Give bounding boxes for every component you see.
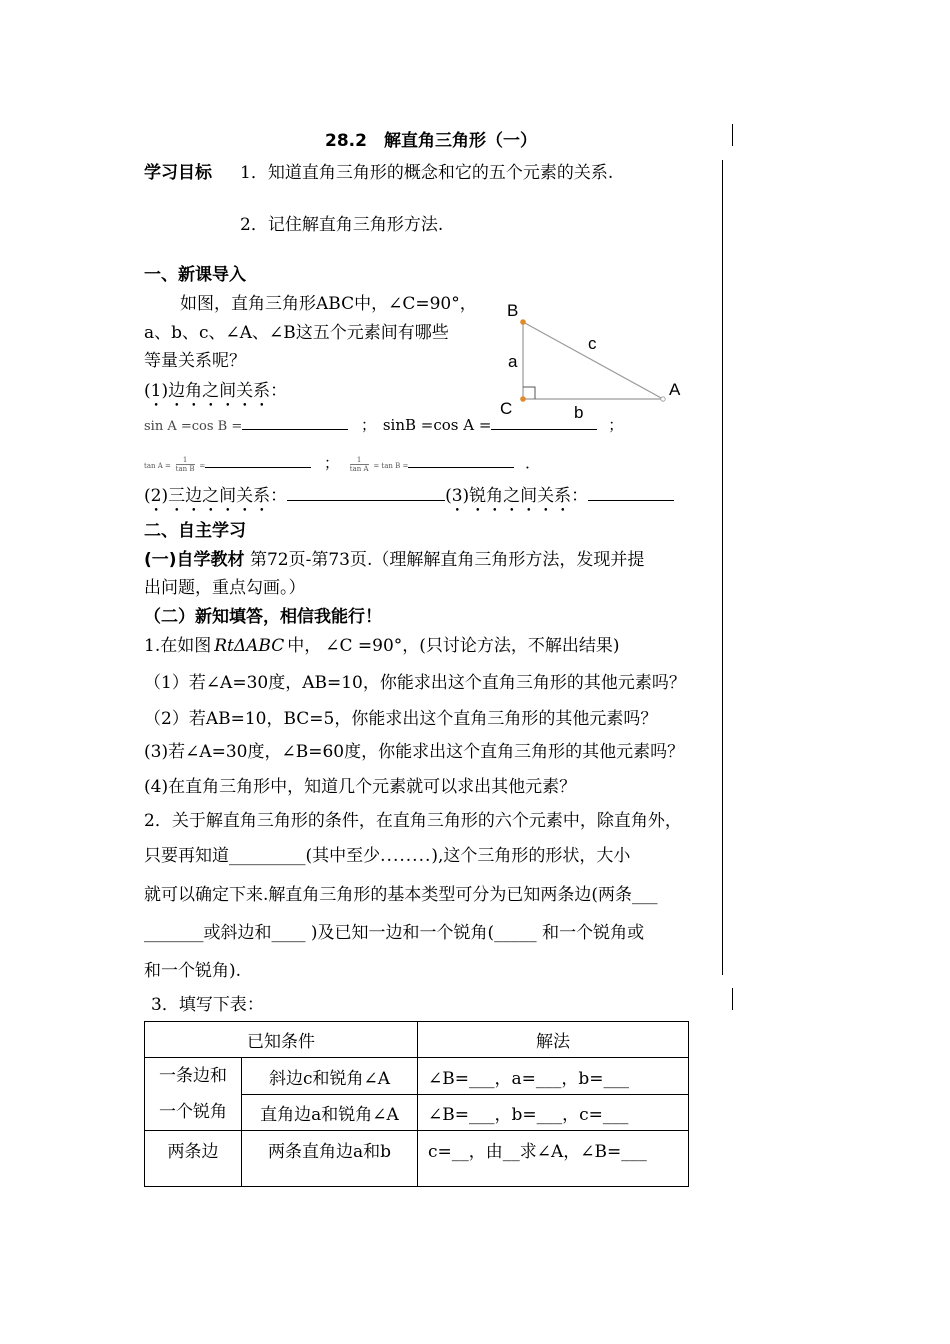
blank-tanB[interactable] — [408, 453, 514, 468]
semicolon-3: ； — [323, 454, 339, 472]
section1-heading: 一、新课导入 — [144, 265, 246, 285]
formula-sinA: sin A =cos B = — [144, 419, 243, 434]
formula-row-1 — [144, 414, 623, 435]
goals-label: 学习目标 — [144, 163, 212, 183]
point-C — [520, 396, 526, 402]
fraction-2-num: 1 — [350, 456, 369, 465]
blank-three-sides[interactable] — [287, 486, 445, 501]
blank-sinA[interactable] — [242, 415, 348, 430]
triangle-diagram — [490, 295, 695, 425]
question-1-4: (4)在直角三角形中，知道几个元素就可以求出其他元素？ — [144, 777, 577, 797]
margin-line-main — [722, 160, 723, 975]
row1-condition: 斜边c和锐角∠A — [242, 1058, 418, 1095]
point-A — [661, 397, 665, 401]
relation-row — [144, 481, 674, 516]
fraction-2-den: tan A — [349, 464, 369, 473]
relation-2-label: (2)三边之间关系： — [144, 486, 288, 506]
blank-acute-angles[interactable] — [588, 486, 674, 501]
label-a: a — [508, 352, 518, 371]
intro-line-3: 等量关系呢？ — [144, 351, 246, 371]
formula-tanB-right: = tan B = — [373, 462, 409, 470]
header-conditions: 已知条件 — [145, 1022, 418, 1058]
question-2-line-3: 就可以确定下来.解直角三角形的基本类型可分为已知两条边(两条___ — [144, 885, 658, 905]
label-A: A — [669, 380, 681, 399]
q1-suffix: ，(只讨论方法，不解出结果) — [402, 636, 620, 656]
self-study-label: (一)自学教材 — [144, 550, 245, 570]
self-study-line — [144, 545, 644, 570]
question-1-2: （2）若AB=10，BC=5，你能求出这个直角三角形的其他元素吗？ — [144, 709, 658, 729]
question-2-line-1: 2．关于解直角三角形的条件，在直角三角形的六个元素中，除直角外， — [144, 811, 682, 831]
label-b: b — [574, 403, 584, 422]
semicolon-2: ； — [608, 416, 624, 434]
row2-condition: 直角边a和锐角∠A — [242, 1095, 418, 1131]
question-2-line-5: 和一个锐角). — [144, 961, 242, 981]
group1-line2: 一个锐角 — [159, 1102, 227, 1122]
relation-3-label: (3)锐角之间关系： — [445, 486, 589, 506]
q2-line2-a: 只要再知道_________(其中至少 — [144, 846, 381, 866]
formula-tanA-left: tan A = — [144, 462, 171, 470]
question-2-line-4: _______或斜边和____ )及已知一边和一个锐角(_____ 和一个锐角或 — [144, 923, 645, 943]
intro-line-1: 如图，直角三角形ABC中，∠C=90°， — [180, 294, 477, 314]
group-two-sides: 两条边 — [145, 1131, 242, 1187]
q1-rt: RtΔABC — [214, 636, 285, 656]
goal-item-2: 2．记住解直角三角形方法. — [240, 215, 444, 235]
page-title: 28.2 解直角三角形（一） — [325, 131, 537, 151]
blank-tanA[interactable] — [205, 453, 311, 468]
group1-line1: 一条边和 — [159, 1066, 227, 1086]
formula-row-2 — [144, 452, 540, 473]
self-study-line-2: 出问题，重点勾画。） — [144, 578, 306, 598]
fraction-1-den: tan B — [175, 464, 195, 473]
semicolon-1: ； — [361, 416, 377, 434]
group-side-angle — [145, 1058, 242, 1131]
formula-tanA-right: = — [199, 462, 206, 470]
label-c: c — [588, 334, 597, 353]
label-C: C — [500, 399, 513, 418]
label-B: B — [507, 301, 519, 320]
row2-solution: ∠B=___，b=___，c=___ — [418, 1095, 689, 1131]
intro-line-2: a、b、c、∠A、∠B这五个元素间有哪些 — [144, 323, 449, 343]
formula-sinB: sinB =cos A = — [382, 416, 492, 434]
point-B — [520, 319, 526, 325]
q2-dots: ........ — [380, 846, 432, 866]
question-1-3: (3)若∠A=30度，∠B=60度，你能求出这个直角三角形的其他元素吗？ — [144, 742, 685, 762]
goal-item-1: 1．知道直角三角形的概念和它的五个元素的关系. — [240, 163, 614, 183]
row1-solution: ∠B=___，a=___，b=___ — [418, 1058, 689, 1095]
header-solution: 解法 — [418, 1022, 689, 1058]
q1-angle: ∠C =90° — [325, 636, 403, 656]
question-1 — [144, 631, 620, 656]
margin-line-top — [732, 124, 733, 146]
question-3: 3．填写下表： — [151, 995, 264, 1015]
fraction-1-num: 1 — [176, 456, 195, 465]
question-2-line-2 — [144, 841, 630, 866]
q1-mid: 中， — [287, 636, 322, 656]
row3-condition: 两条直角边a和b — [242, 1131, 418, 1187]
blank-sinB[interactable] — [491, 415, 597, 430]
fill-heading: （二）新知填答，相信我能行！ — [144, 607, 382, 627]
q2-line2-b: ),这个三角形的形状，大小 — [431, 846, 631, 866]
question-1-1: （1）若∠A=30度，AB=10，你能求出这个直角三角形的其他元素吗？ — [144, 673, 686, 693]
q1-prefix: 1.在如图 — [144, 636, 212, 656]
row3-solution: c=__，由__求∠A，∠B=___ — [418, 1131, 689, 1187]
margin-line-bottom — [732, 988, 733, 1010]
period-1: ． — [525, 454, 541, 472]
fraction-2 — [350, 456, 369, 473]
methods-table — [144, 1021, 689, 1187]
fraction-1 — [176, 456, 195, 473]
section2-heading: 二、自主学习 — [144, 521, 246, 541]
self-study-text: 第72页-第73页.（理解解直角三角形方法，发现并提 — [244, 550, 645, 570]
relation-1-label: (1)边角之间关系： — [144, 381, 288, 401]
